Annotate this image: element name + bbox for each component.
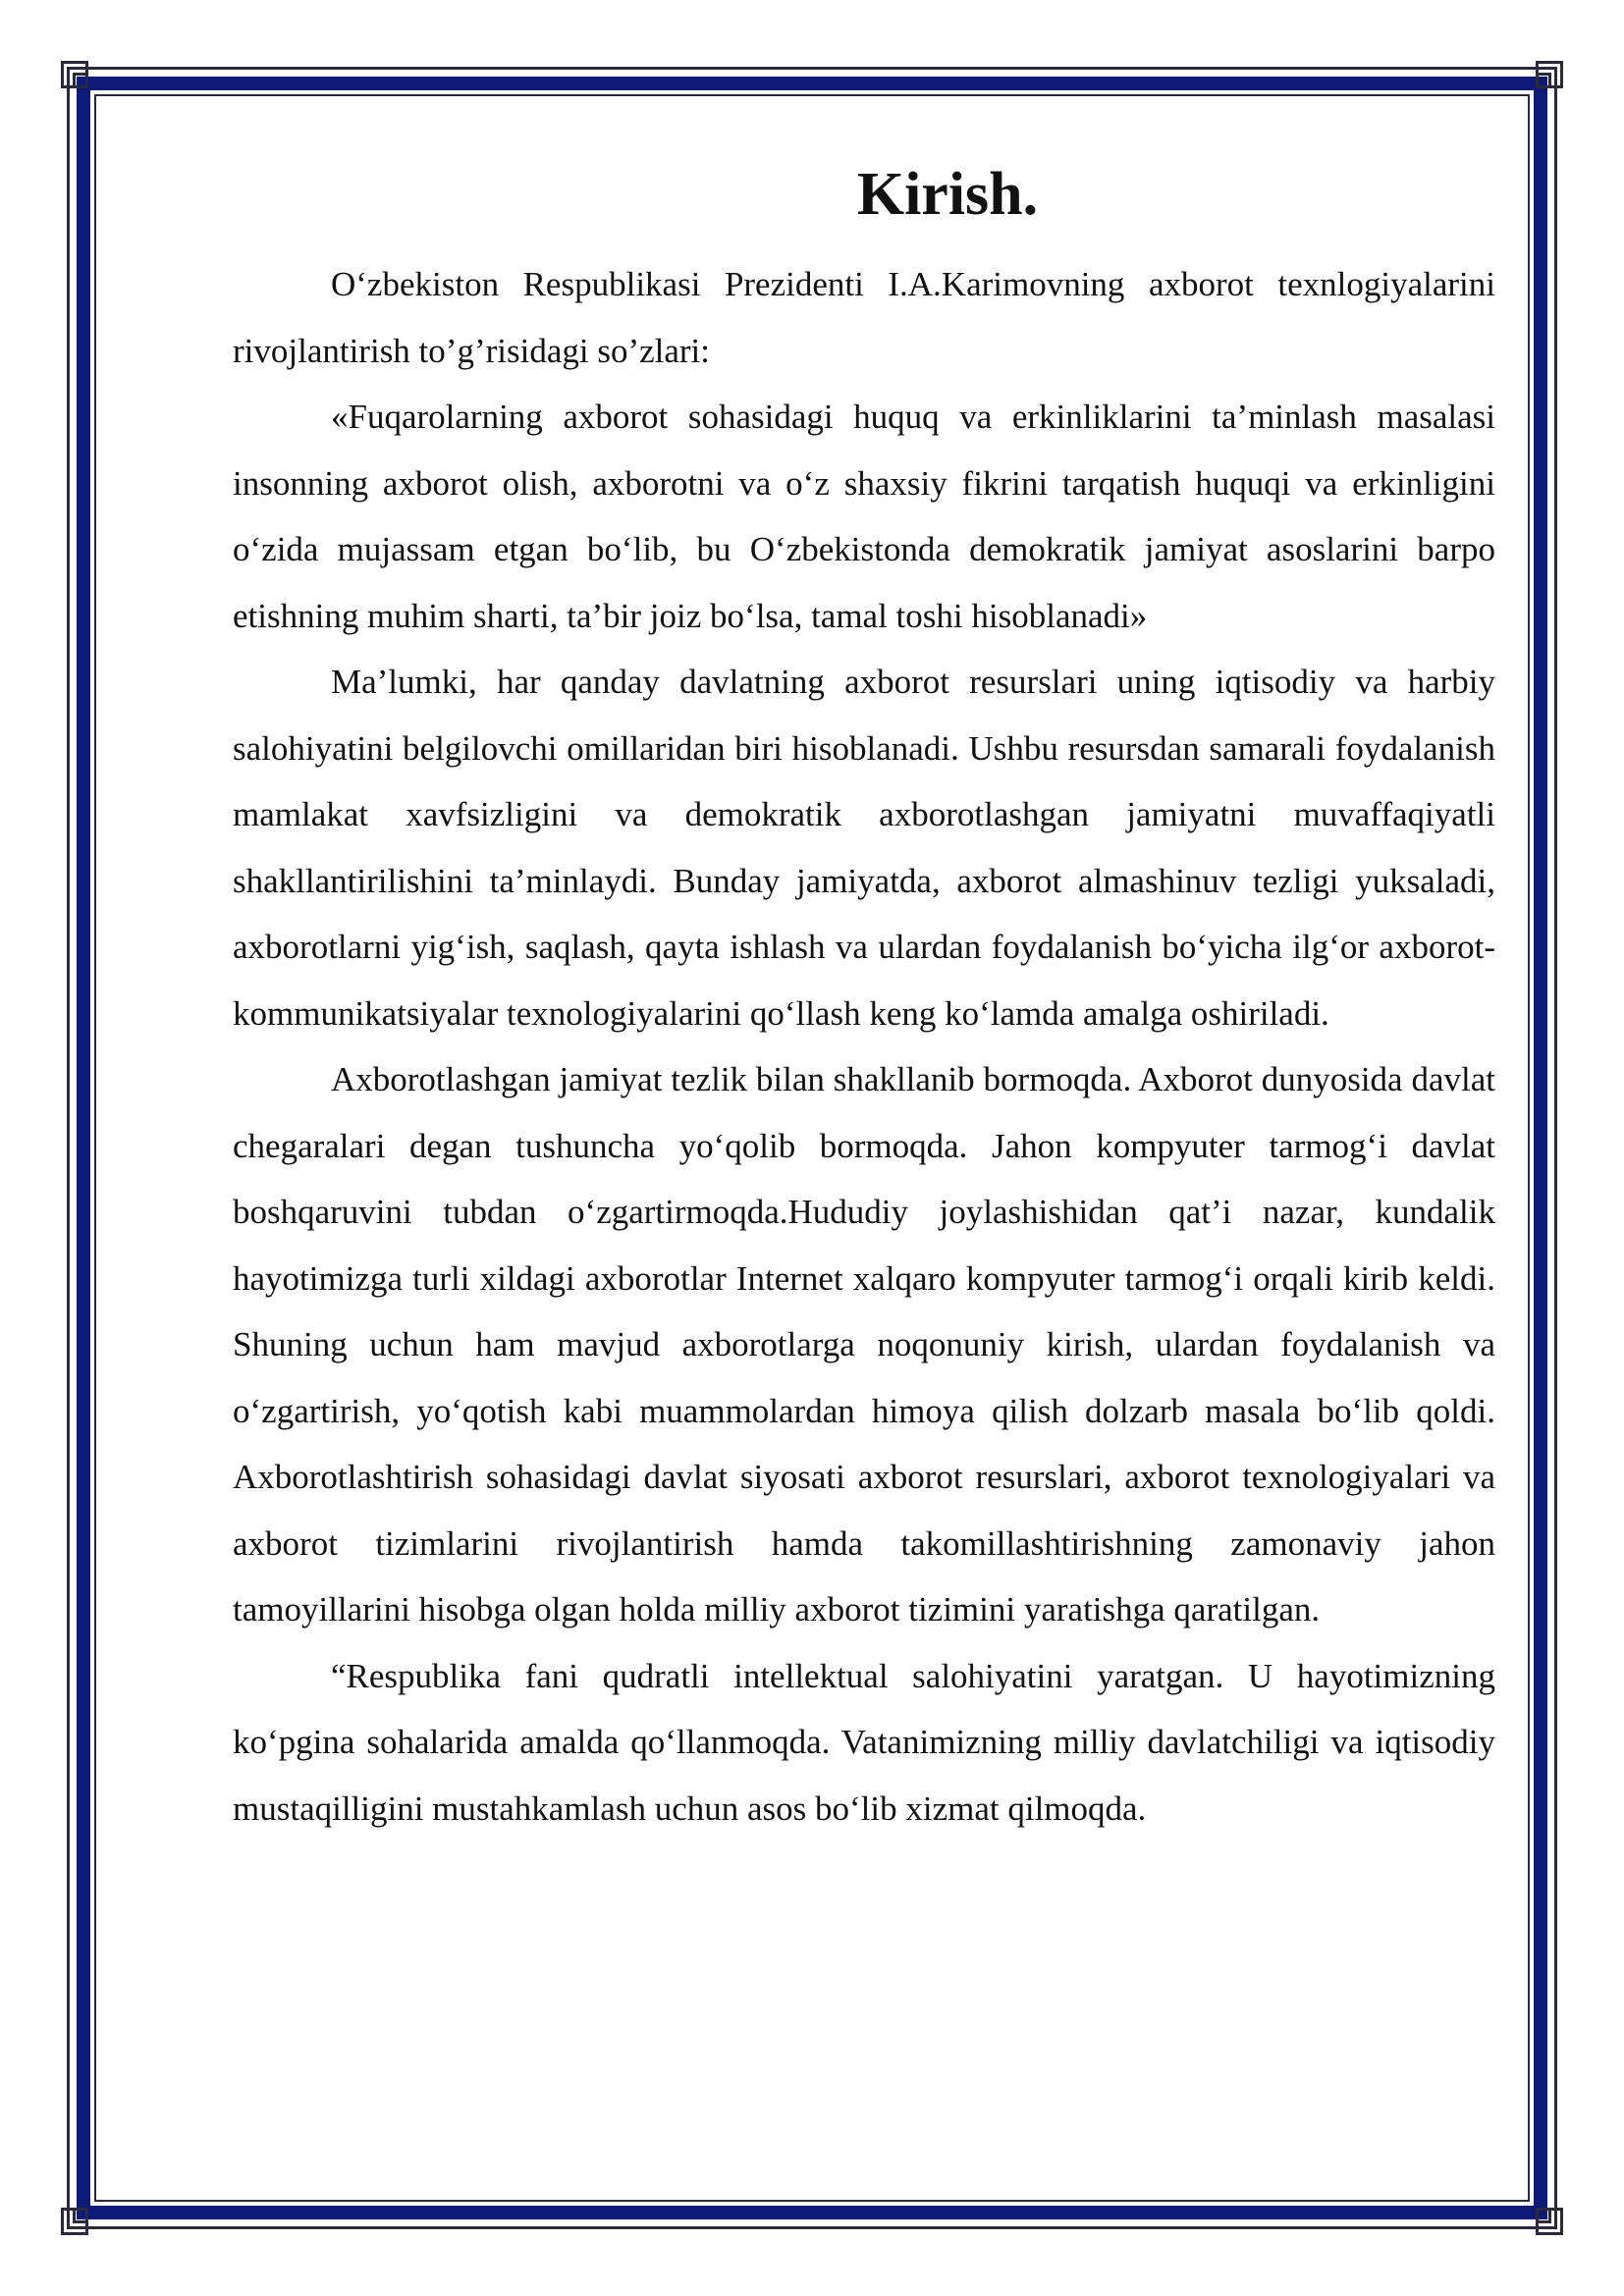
paragraph-2: «Fuqarolarning axborot sohasidagi huquq va erkinliklarini ta’minlash masalasi insonning axborot olish, axborotni va o‘z shaxsiy fikrini tarqatish huquqi va erkinligini o‘zida mujassam etgan bo‘lib, bu O‘zbekistonda demokratik jamiyat asoslarini barpo etishning muhim sharti, ta’bir joiz bo‘lsa, tamal toshi hisoblanadi» <box>233 398 1495 635</box>
paragraph-1: O‘zbekiston Respublikasi Prezidenti I.A.Karimovning axborot texnlogiyalarini rivojlantirish to’g’risidagi so’zlari: <box>233 265 1495 370</box>
document-body <box>233 147 1495 1842</box>
corner-ornament-bottom-right <box>1524 2196 1563 2235</box>
corner-ornament-top-left <box>61 61 100 100</box>
corner-ornament-bottom-left <box>61 2196 100 2235</box>
paragraph-3: Ma’lumki, har qanday davlatning axborot resurslari uning iqtisodiy va harbiy salohiyatini belgilovchi omillaridan biri hisoblanadi. Ushbu resursdan samarali foydalanish mamlakat xavfsizligini va demokratik axborotlashgan jamiyatni muvaffaqiyatli shakllantirilishini ta’minlaydi. Bunday jamiyatda, axborot almashinuv tezligi yuksaladi, axborotlarni yig‘ish, saqlash, qayta ishlash va ulardan foydalanish bo‘yicha ilg‘or axborot-kommunikatsiyalar texnologiyalarini qo‘llash keng ko‘lamda amalga oshiriladi. <box>233 663 1495 1033</box>
corner-ornament-top-right <box>1524 61 1563 100</box>
paragraph-5: “Respublika fani qudratli intellektual salohiyatini yaratgan. U hayotimizning ko‘pgina sohalarida amalda qo‘llanmoqda. Vatanimizning milliy davlatchiligi va iqtisodiy mustaqilligini mustahkamlash uchun asos bo‘lib xizmat qilmoqda. <box>233 1656 1495 1828</box>
page-title: Kirish. <box>856 161 1039 228</box>
paragraph-4: Axborotlashgan jamiyat tezlik bilan shakllanib bormoqda. Axborot dunyosida davlat chegaralari degan tushuncha yo‘qolib bormoqda. Jahon kompyuter tarmog‘i davlat boshqaruvini tubdan o‘zgartirmoqda.Hududiy joylashishidan qat’i nazar, kundalik hayotimizga turli xildagi axborotlar Internet xalqaro kompyuter tarmog‘i orqali kirib keldi. Shuning uchun ham mavjud axborotlarga noqonuniy kirish, ulardan foydalanish va o‘zgartirish, yo‘qotish kabi muammolardan himoya qilish dolzarb masala bo‘lib qoldi. Axborotlashtirish sohasidagi davlat siyosati axborot resurslari, axborot texnologiyalari va axborot tizimlarini rivojlantirish hamda takomillashtirishning zamonaviy jahon tamoyillarini hisobga olgan holda milliy axborot tizimini yaratishga qaratilgan. <box>233 1060 1495 1629</box>
